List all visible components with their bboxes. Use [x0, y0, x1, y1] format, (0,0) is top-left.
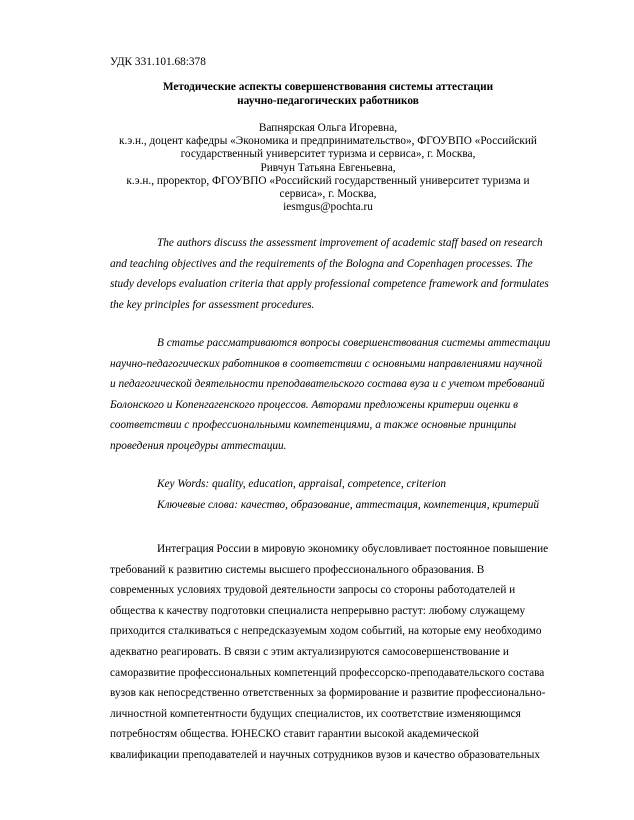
author-name: Ривчун Татьяна Евгеньевна, [260, 161, 396, 174]
body-line: приходится сталкиваться с непредсказуемым ходом событий, на которые ему необходимо [110, 625, 542, 638]
title-line: научно-педагогических работников [237, 94, 419, 107]
abstract-line: and teaching objectives and the requirements of the Bologna and Copenhagen processes. The [110, 257, 533, 270]
body-paragraph [110, 539, 547, 766]
body-line: Интеграция России в мировую экономику обусловливает постоянное повышение [157, 543, 549, 555]
body-line: личностной компетентности будущих специалистов, их соответствие изменяющимся [110, 707, 521, 720]
abstract-line: и педагогической деятельности преподавательского состава вуза и с учетом требований [110, 378, 545, 391]
author-name: Вапнярская Ольга Игоревна, [258, 122, 398, 134]
body-line: требований к развитию системы высшего профессионального образования. В [110, 563, 485, 576]
body-line: потребностям общества. ЮНЕСКО ставит гарантии высокой академической [110, 728, 479, 741]
abstract-line: Болонского и Копенгагенского процессов. Авторами предложены критерии оценки в [110, 398, 518, 411]
abstract-line: соответствии с профессиональными компетенциями, а также основные принципы [110, 419, 517, 432]
abstract-line: the key principles for assessment procedures. [110, 298, 315, 311]
keywords-block [157, 474, 594, 515]
body-line: современных условиях трудовой деятельности запросы со стороны работодателей и [110, 584, 516, 597]
body-line: саморазвитие профессиональных компетенций профессорско-преподавательского состава [110, 666, 545, 679]
body-line: общества к качеству подготовки специалиста непрерывно растут: любому служащему [110, 604, 526, 617]
abstract-russian [110, 333, 551, 457]
author-email: iesmgus@pochta.ru [283, 201, 373, 214]
author-affiliation: к.э.н., проректор, ФГОУВПО «Российский государственный университет туризма и [126, 174, 530, 187]
abstract-line: проведения процедуры аттестации. [110, 439, 287, 452]
abstract-line: В статье рассматриваются вопросы совершенствования системы аттестации [157, 337, 551, 349]
abstract-english [110, 233, 547, 315]
authors-block [104, 122, 552, 214]
keywords-russian: Ключевые слова: качество, образование, аттестация, компетенция, критерий [157, 498, 540, 511]
author-affiliation: к.э.н., доцент кафедры «Экономика и предпринимательство», ФГОУВПО «Российский [119, 135, 537, 148]
abstract-line: study develops evaluation criteria that apply professional competence framework and formulates [110, 278, 549, 291]
abstract-line: научно-педагогических работников в соответствии с основными направлениями научной [110, 357, 543, 370]
author-affiliation: государственный университет туризма и сервиса», г. Москва, [180, 148, 476, 161]
udk-code: УДК 331.101.68:378 [110, 56, 206, 68]
body-line: квалификации преподавателей и научных сотрудников вузов и качество образовательных [110, 748, 540, 761]
body-line: адекватно реагировать. В связи с этим актуализируются самосовершенствование и [110, 645, 509, 658]
body-line: вузов как непосредственно ответственных за формирование и развитие профессионально- [110, 687, 546, 700]
paper-title [110, 81, 546, 108]
title-line: Методические аспекты совершенствования системы аттестации [162, 81, 494, 93]
abstract-line: The authors discuss the assessment improvement of academic staff based on research [157, 237, 543, 249]
keywords-english: Key Words: quality, education, appraisal, competence, criterion [157, 478, 447, 490]
author-affiliation: сервиса», г. Москва, [279, 188, 377, 201]
